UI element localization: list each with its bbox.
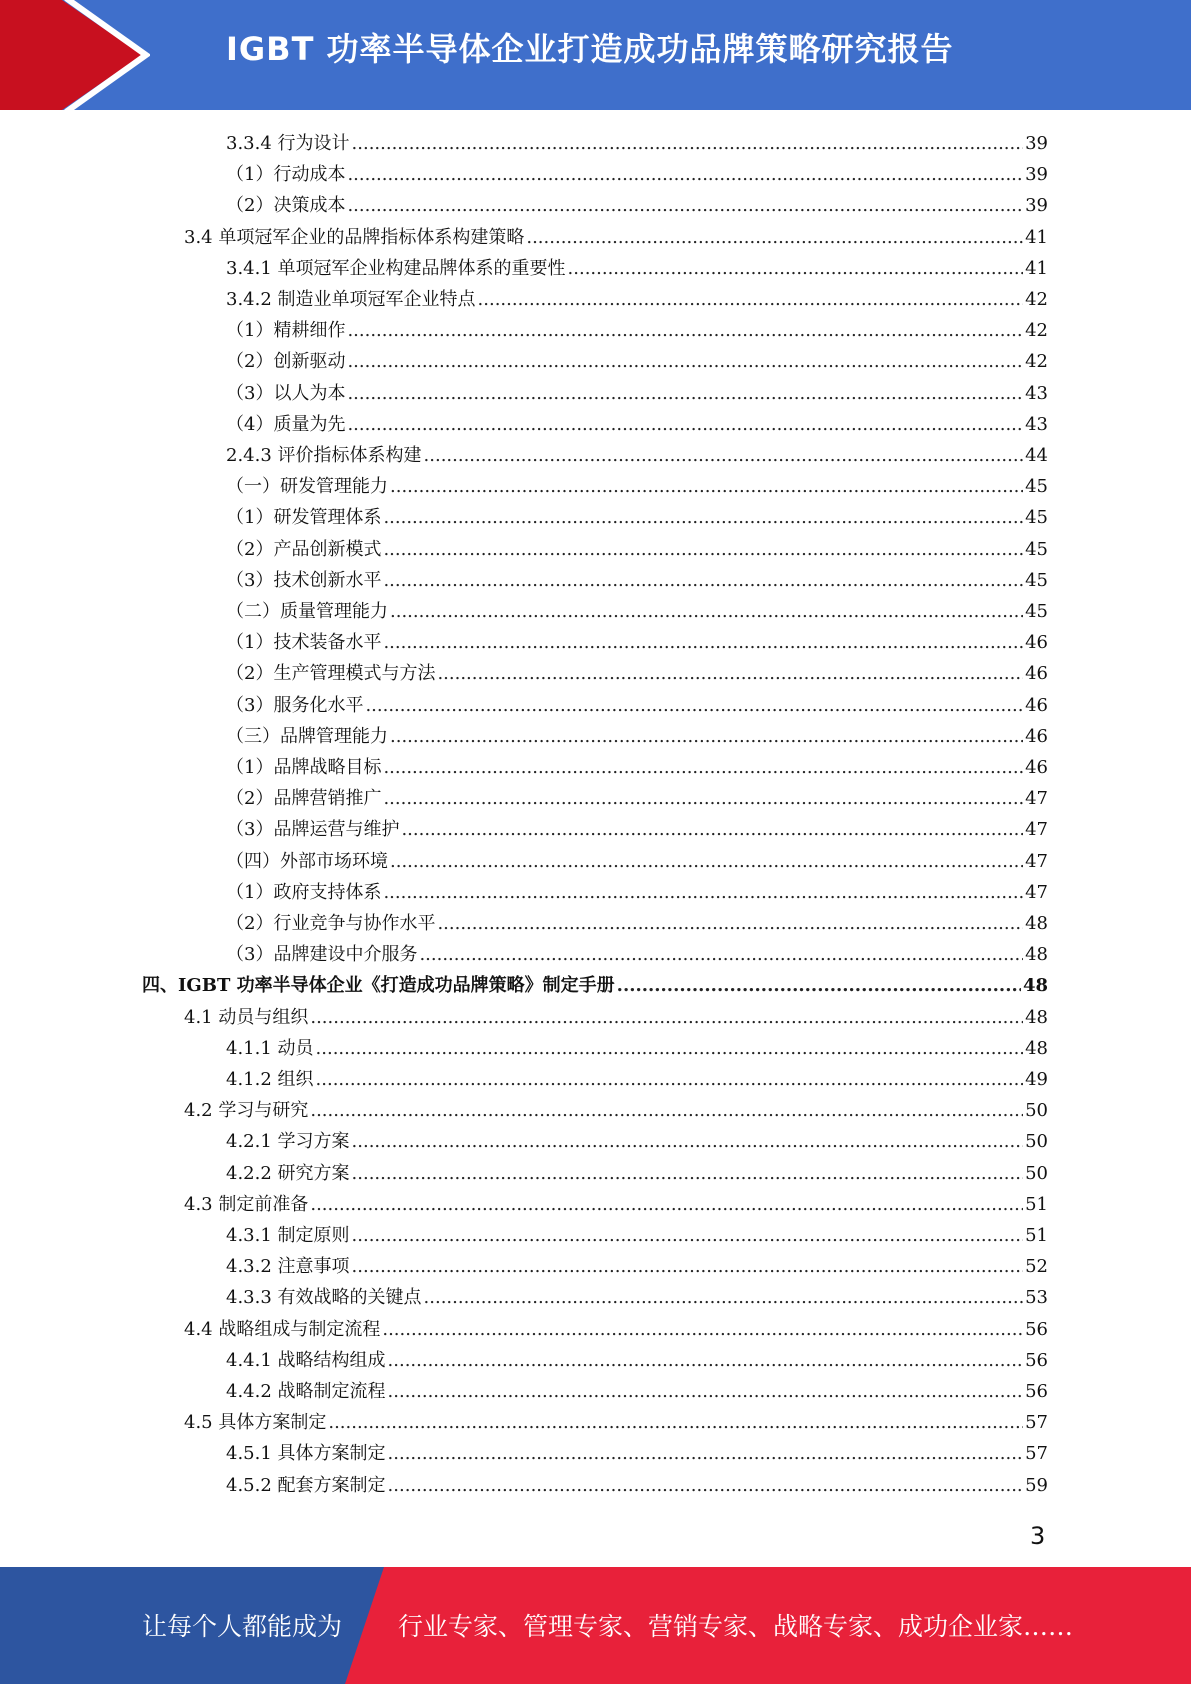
toc-leader-dots xyxy=(310,1095,1023,1126)
toc-entry-page: 45 xyxy=(1025,507,1048,529)
toc-entry-label: （3）技术创新水平 xyxy=(226,569,382,591)
toc-entry[interactable] xyxy=(226,783,1048,814)
toc-entry[interactable] xyxy=(184,1189,1048,1220)
toc-entry[interactable] xyxy=(226,315,1048,346)
toc-leader-dots xyxy=(401,814,1023,845)
toc-leader-dots xyxy=(382,1314,1023,1345)
toc-entry[interactable] xyxy=(226,159,1048,190)
toc-entry-page: 47 xyxy=(1025,819,1048,841)
toc-entry-label: 3.4 单项冠军企业的品牌指标体系构建策略 xyxy=(184,226,525,248)
toc-entry-page: 45 xyxy=(1025,601,1048,622)
toc-entry[interactable] xyxy=(226,846,1048,877)
page-number: 3 xyxy=(1030,1522,1046,1550)
page-footer xyxy=(0,1567,1191,1684)
toc-leader-dots xyxy=(383,534,1023,565)
toc-entry-label: 4.2.1 学习方案 xyxy=(226,1131,350,1153)
toc-entry[interactable] xyxy=(226,1064,1048,1095)
toc-entry[interactable] xyxy=(226,908,1048,939)
toc-entry-label: 4.5.1 具体方案制定 xyxy=(226,1443,386,1465)
toc-entry-page: 48 xyxy=(1025,1037,1048,1059)
toc-leader-dots xyxy=(617,970,1021,1001)
toc-entry-label: （三）品牌管理能力 xyxy=(226,725,388,747)
toc-entry[interactable] xyxy=(226,378,1048,409)
toc-leader-dots xyxy=(352,1251,1024,1282)
toc-entry-label: （1）政府支持体系 xyxy=(226,881,382,903)
toc-entry-label: （2）生产管理模式与方法 xyxy=(226,663,436,685)
toc-leader-dots xyxy=(424,1282,1024,1313)
toc-entry-page: 48 xyxy=(1025,913,1048,934)
toc-leader-dots xyxy=(526,222,1023,253)
toc-entry-page: 50 xyxy=(1025,1131,1048,1153)
toc-entry-label: （1）精耕细作 xyxy=(226,320,346,342)
toc-entry-page: 41 xyxy=(1025,257,1048,279)
toc-leader-dots xyxy=(352,128,1024,159)
toc-entry[interactable] xyxy=(184,1407,1048,1438)
toc-entry[interactable] xyxy=(184,1095,1048,1126)
toc-entry-page: 50 xyxy=(1025,1162,1048,1184)
toc-entry-page: 46 xyxy=(1025,632,1048,654)
toc-entry-label: （3）服务化水平 xyxy=(226,694,364,716)
toc-entry-page: 45 xyxy=(1025,538,1048,560)
header-arrow-decoration xyxy=(0,0,150,110)
toc-leader-dots xyxy=(347,315,1023,346)
toc-leader-dots xyxy=(478,284,1024,315)
toc-leader-dots xyxy=(390,846,1023,877)
toc-entry-label: 4.5 具体方案制定 xyxy=(184,1412,327,1434)
toc-entry[interactable] xyxy=(226,284,1048,315)
toc-leader-dots xyxy=(383,627,1023,658)
toc-entry[interactable] xyxy=(226,1033,1048,1064)
toc-entry[interactable] xyxy=(226,721,1048,752)
toc-entry-label: （2）行业竞争与协作水平 xyxy=(226,913,436,934)
toc-leader-dots xyxy=(437,908,1023,939)
toc-entry-label: 四、IGBT 功率半导体企业《打造成功品牌策略》制定手册 xyxy=(142,975,615,997)
toc-entry-page: 51 xyxy=(1025,1193,1048,1215)
toc-leader-dots xyxy=(310,1002,1023,1033)
toc-entry-label: （二）质量管理能力 xyxy=(226,601,388,622)
toc-entry[interactable] xyxy=(184,1002,1048,1033)
toc-leader-dots xyxy=(383,752,1023,783)
toc-entry[interactable] xyxy=(226,253,1048,284)
toc-entry-page: 47 xyxy=(1025,788,1048,810)
toc-entry-page: 57 xyxy=(1025,1443,1048,1465)
toc-entry-label: 4.2 学习与研究 xyxy=(184,1100,309,1122)
toc-leader-dots xyxy=(390,721,1023,752)
toc-entry-page: 50 xyxy=(1025,1100,1048,1122)
toc-leader-dots xyxy=(388,1376,1024,1407)
toc-entry-label: 4.4.1 战略结构组成 xyxy=(226,1349,386,1371)
toc-entry[interactable] xyxy=(226,877,1048,908)
toc-leader-dots xyxy=(390,471,1023,502)
toc-entry-label: 4.3 制定前准备 xyxy=(184,1193,309,1215)
toc-entry-page: 43 xyxy=(1025,382,1048,404)
toc-leader-dots xyxy=(383,502,1023,533)
toc-leader-dots xyxy=(568,253,1024,284)
toc-entry-label: 4.1.1 动员 xyxy=(226,1037,314,1059)
toc-entry-page: 56 xyxy=(1025,1381,1048,1402)
toc-entry-page: 46 xyxy=(1025,757,1048,778)
toc-entry[interactable] xyxy=(226,534,1048,565)
toc-leader-dots xyxy=(352,1220,1024,1251)
toc-entry[interactable] xyxy=(226,814,1048,845)
toc-entry-label: （2）品牌营销推广 xyxy=(226,788,382,810)
toc-leader-dots xyxy=(347,159,1023,190)
toc-entry-label: （1）行动成本 xyxy=(226,164,346,186)
toc-entry[interactable] xyxy=(226,596,1048,627)
toc-entry-label: （一）研发管理能力 xyxy=(226,476,388,498)
toc-leader-dots xyxy=(388,1470,1024,1501)
toc-leader-dots xyxy=(424,440,1024,471)
toc-entry[interactable] xyxy=(226,346,1048,377)
toc-leader-dots xyxy=(352,1126,1024,1157)
report-title: IGBT 功率半导体企业打造成功品牌策略研究报告 xyxy=(226,30,954,68)
toc-entry-page: 39 xyxy=(1025,195,1048,217)
toc-leader-dots xyxy=(388,1438,1024,1469)
toc-entry-label: （4）质量为先 xyxy=(226,413,346,435)
toc-entry-page: 51 xyxy=(1025,1225,1048,1246)
toc-entry-label: 3.3.4 行为设计 xyxy=(226,133,350,154)
toc-entry-label: （1）品牌战略目标 xyxy=(226,757,382,778)
toc-entry-page: 47 xyxy=(1025,850,1048,872)
toc-leader-dots xyxy=(316,1033,1024,1064)
toc-entry-page: 45 xyxy=(1025,476,1048,498)
toc-leader-dots xyxy=(388,1345,1024,1376)
toc-leader-dots xyxy=(310,1189,1023,1220)
toc-entry-page: 56 xyxy=(1025,1349,1048,1371)
toc-entry-page: 48 xyxy=(1022,975,1048,997)
toc-entry-label: 4.3.2 注意事项 xyxy=(226,1256,350,1278)
toc-entry-page: 42 xyxy=(1025,289,1048,310)
toc-entry-page: 46 xyxy=(1025,694,1048,716)
toc-entry-label: 4.3.1 制定原则 xyxy=(226,1225,350,1246)
toc-entry-page: 46 xyxy=(1025,725,1048,747)
toc-entry[interactable] xyxy=(226,939,1048,970)
toc-entry-label: （3）品牌建设中介服务 xyxy=(226,944,418,966)
toc-entry[interactable] xyxy=(226,690,1048,721)
toc-leader-dots xyxy=(352,1158,1024,1189)
toc-entry-label: （1）技术装备水平 xyxy=(226,632,382,654)
toc-entry[interactable] xyxy=(184,1314,1048,1345)
footer-slogan-right: 行业专家、管理专家、营销专家、战略专家、成功企业家…… xyxy=(398,1612,1074,1641)
toc-entry[interactable] xyxy=(226,1220,1048,1251)
toc-entry-label: 4.2.2 研究方案 xyxy=(226,1162,350,1184)
toc-entry-label: （2）决策成本 xyxy=(226,195,346,217)
toc-leader-dots xyxy=(328,1407,1023,1438)
toc-entry[interactable] xyxy=(226,752,1048,783)
toc-entry-label: 4.4.2 战略制定流程 xyxy=(226,1381,386,1402)
toc-entry-label: 3.4.1 单项冠军企业构建品牌体系的重要性 xyxy=(226,257,566,279)
toc-entry[interactable] xyxy=(226,658,1048,689)
toc-entry-label: 4.1.2 组织 xyxy=(226,1069,314,1090)
toc-entry-page: 41 xyxy=(1025,226,1048,248)
toc-entry-label: （2）产品创新模式 xyxy=(226,538,382,560)
toc-entry[interactable] xyxy=(226,565,1048,596)
toc-leader-dots xyxy=(347,190,1023,221)
toc-entry[interactable] xyxy=(226,1376,1048,1407)
toc-entry[interactable] xyxy=(226,128,1048,159)
toc-entry[interactable] xyxy=(226,1345,1048,1376)
toc-entry[interactable] xyxy=(226,190,1048,221)
toc-leader-dots xyxy=(437,658,1023,689)
toc-entry-label: 4.3.3 有效战略的关键点 xyxy=(226,1287,422,1309)
toc-entry-label: 4.5.2 配套方案制定 xyxy=(226,1474,386,1496)
toc-entry-page: 56 xyxy=(1025,1318,1048,1340)
toc-entry-page: 53 xyxy=(1025,1287,1048,1309)
toc-entry[interactable] xyxy=(226,627,1048,658)
toc-entry-page: 59 xyxy=(1025,1474,1048,1496)
toc-entry-page: 42 xyxy=(1025,351,1048,373)
toc-entry-page: 52 xyxy=(1025,1256,1048,1278)
toc-entry-label: 2.4.3 评价指标体系构建 xyxy=(226,445,422,466)
toc-entry-page: 47 xyxy=(1025,881,1048,903)
toc-entry-page: 42 xyxy=(1025,320,1048,342)
toc-entry-page: 39 xyxy=(1025,133,1048,154)
toc-leader-dots xyxy=(383,565,1023,596)
toc-entry-page: 43 xyxy=(1025,413,1048,435)
toc-entry-label: 4.1 动员与组织 xyxy=(184,1006,309,1028)
toc-entry-label: （3）品牌运营与维护 xyxy=(226,819,400,841)
toc-entry-page: 57 xyxy=(1025,1412,1048,1434)
toc-entry[interactable] xyxy=(184,222,1048,253)
toc-entry-label: 4.4 战略组成与制定流程 xyxy=(184,1318,381,1340)
toc-leader-dots xyxy=(347,409,1023,440)
toc-entry[interactable] xyxy=(226,1126,1048,1157)
toc-leader-dots xyxy=(316,1064,1024,1095)
toc-entry-page: 46 xyxy=(1025,663,1048,685)
toc-entry[interactable] xyxy=(226,1158,1048,1189)
toc-entry-label: （四）外部市场环境 xyxy=(226,850,388,872)
toc-entry[interactable] xyxy=(226,471,1048,502)
toc-leader-dots xyxy=(365,690,1023,721)
footer-slogan-left: 让每个人都能成为 xyxy=(142,1612,343,1641)
toc-entry[interactable] xyxy=(226,440,1048,471)
toc-entry-page: 45 xyxy=(1025,569,1048,591)
toc-entry-page: 49 xyxy=(1025,1069,1048,1090)
toc-entry-label: 3.4.2 制造业单项冠军企业特点 xyxy=(226,289,476,310)
toc-entry-label: （2）创新驱动 xyxy=(226,351,346,373)
toc-entry-label: （1）研发管理体系 xyxy=(226,507,382,529)
toc-entry[interactable] xyxy=(226,1251,1048,1282)
toc-entry[interactable] xyxy=(226,502,1048,533)
toc-leader-dots xyxy=(383,783,1023,814)
toc-entry[interactable] xyxy=(226,1282,1048,1313)
toc-entry[interactable] xyxy=(226,409,1048,440)
toc-leader-dots xyxy=(419,939,1023,970)
toc-entry-page: 48 xyxy=(1025,944,1048,966)
page-header xyxy=(0,0,1191,110)
toc-entry[interactable] xyxy=(142,970,1048,1001)
toc-leader-dots xyxy=(347,346,1023,377)
toc-entry[interactable] xyxy=(226,1438,1048,1469)
toc-entry-page: 39 xyxy=(1025,164,1048,186)
toc-leader-dots xyxy=(383,877,1023,908)
toc-entry[interactable] xyxy=(226,1470,1048,1501)
toc-entry-page: 48 xyxy=(1025,1006,1048,1028)
toc-entry-page: 44 xyxy=(1025,445,1048,466)
toc-entry-label: （3）以人为本 xyxy=(226,382,346,404)
toc-leader-dots xyxy=(347,378,1023,409)
toc-leader-dots xyxy=(390,596,1023,627)
